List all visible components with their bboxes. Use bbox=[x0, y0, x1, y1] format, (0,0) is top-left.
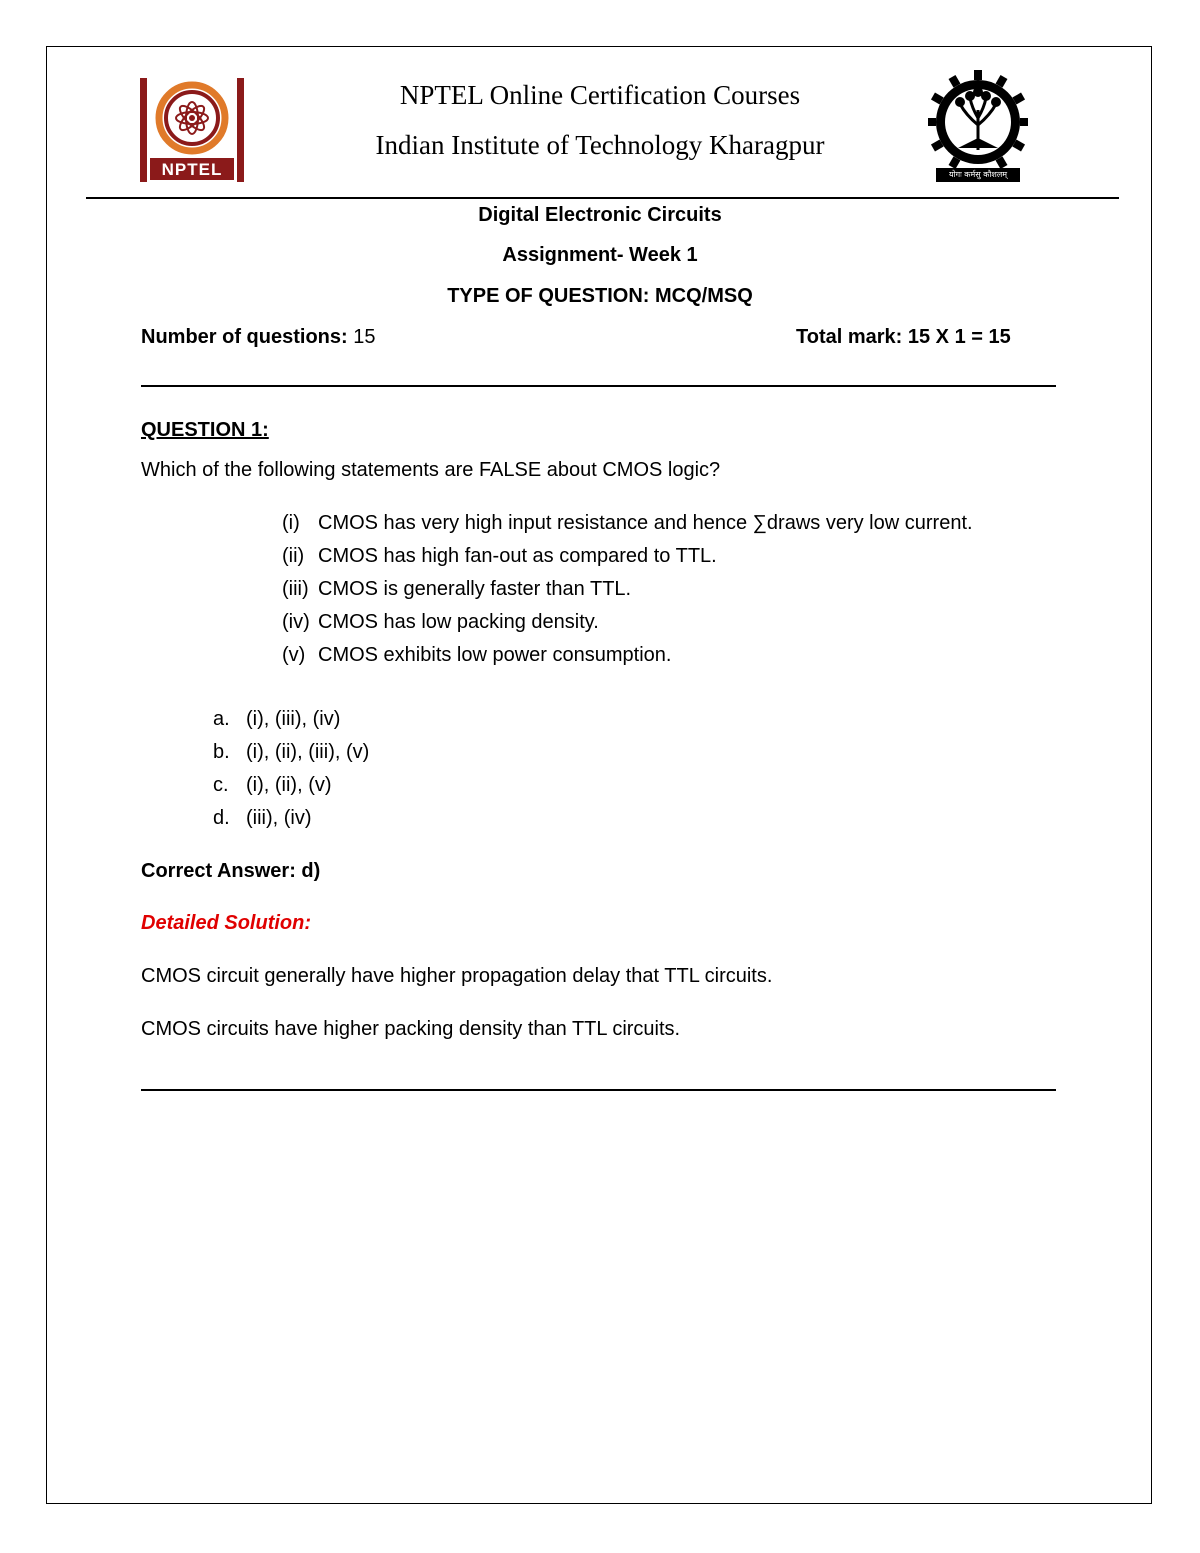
iit-kgp-logo bbox=[928, 70, 1028, 184]
option-letter: a. bbox=[213, 708, 230, 730]
question-heading: QUESTION 1: bbox=[141, 419, 269, 441]
question-prompt: Which of the following statements are FALSE about CMOS logic? bbox=[141, 459, 721, 481]
option-c bbox=[213, 774, 332, 797]
num-questions bbox=[141, 326, 375, 349]
statement-text: CMOS exhibits low power consumption. bbox=[318, 644, 672, 666]
statement-item bbox=[282, 644, 671, 667]
option-b bbox=[213, 741, 369, 764]
statement-item bbox=[282, 611, 599, 634]
statement-text: CMOS has very high input resistance and hence ∑draws very low current. bbox=[318, 512, 973, 534]
num-questions-value: 15 bbox=[347, 326, 376, 348]
solution-title: Detailed Solution: bbox=[141, 912, 311, 934]
statement-text: CMOS is generally faster than TTL. bbox=[318, 578, 632, 600]
iit-kgp-motto: योगः कर्मसु कौशलम् bbox=[948, 170, 1008, 179]
statement-item bbox=[282, 512, 973, 535]
section-divider-top bbox=[141, 385, 1056, 387]
statement-number: (i) bbox=[282, 512, 300, 534]
option-text: (i), (ii), (v) bbox=[246, 774, 332, 796]
statement-number: (v) bbox=[282, 644, 306, 666]
course-title: Digital Electronic Circuits bbox=[478, 204, 722, 226]
option-letter: c. bbox=[213, 774, 229, 796]
solution-line: CMOS circuits have higher packing density than TTL circuits. bbox=[141, 1018, 681, 1040]
statement-item bbox=[282, 545, 717, 568]
statement-text: CMOS has low packing density. bbox=[318, 611, 599, 633]
statement-item bbox=[282, 578, 631, 601]
option-letter: d. bbox=[213, 807, 230, 829]
solution-line: CMOS circuit generally have higher propagation delay that TTL circuits. bbox=[141, 965, 773, 987]
statement-text: CMOS has high fan-out as compared to TTL. bbox=[318, 545, 717, 567]
header-divider bbox=[86, 197, 1119, 199]
statement-number: (iii) bbox=[282, 578, 309, 600]
option-text: (i), (ii), (iii), (v) bbox=[246, 741, 370, 763]
option-d bbox=[213, 807, 312, 830]
option-text: (i), (iii), (iv) bbox=[246, 708, 341, 730]
statement-number: (ii) bbox=[282, 545, 305, 567]
option-letter: b. bbox=[213, 741, 230, 763]
option-text: (iii), (iv) bbox=[246, 807, 312, 829]
org-line: NPTEL Online Certification Courses bbox=[399, 80, 801, 110]
nptel-logo-label: NPTEL bbox=[161, 160, 223, 179]
assignment-title: Assignment- Week 1 bbox=[502, 244, 698, 266]
statement-number: (iv) bbox=[282, 611, 310, 633]
institute-line: Indian Institute of Technology Kharagpur bbox=[375, 130, 825, 160]
section-divider-bottom bbox=[141, 1089, 1056, 1091]
correct-answer: Correct Answer: d) bbox=[141, 860, 321, 882]
option-a bbox=[213, 708, 340, 731]
total-mark: Total mark: 15 X 1 = 15 bbox=[796, 326, 1011, 348]
question-type: TYPE OF QUESTION: MCQ/MSQ bbox=[447, 285, 753, 307]
num-questions-label: Number of questions: bbox=[141, 326, 348, 348]
